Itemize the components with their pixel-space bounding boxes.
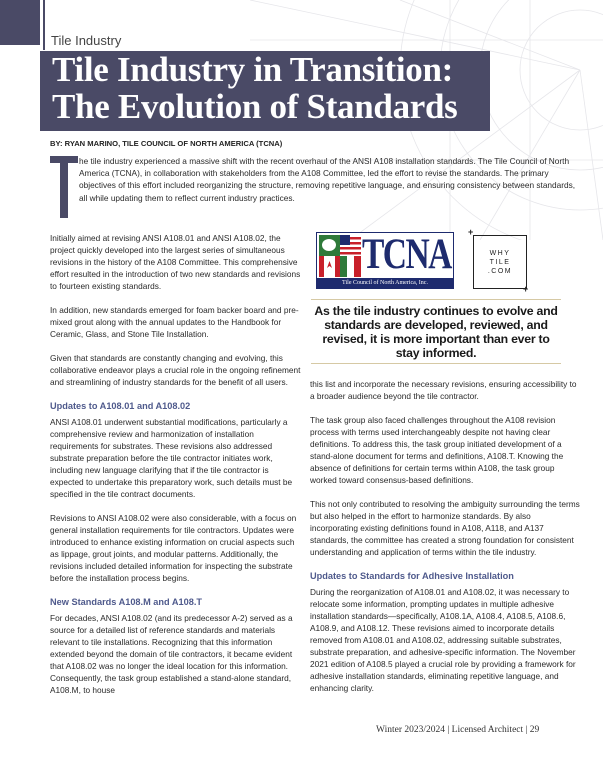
paragraph: During the reorganization of A108.01 and A108.02, it was necessary to relocate some information, prompting updates in multiple adhesive installation standards—specifically, A108.1A, A108.4, A108.5, A108.6, A108.9, and A108.12. These revisions aimed to incorporate details removed from A108.01 and A108.02, addressing suitable substrates, substrate preparation, and adhesive-specific information. The November 2021 edition of A108.5 played a crucial role by providing a framework for adhesive installation standards, eliminating repetitive language, and enhancing clarity. [310,587,576,693]
paragraph: For decades, ANSI A108.02 (and its predecessor A-2) served as a source for a detailed list of reference standards and materials relevant to tile installations. Recognizing that this information extended beyond the domain of tile contractors, it became evident that A108.02 was no longer the ideal location for this information. Consequently, the task group established a stand-alone standard, A108.M, to house [50,613,293,695]
right-column [310,378,580,706]
page-title [52,51,492,125]
plus-icon: + [468,227,474,237]
logos [316,227,546,294]
whytile-logo [473,235,527,289]
paragraph: In addition, new standards emerged for foam backer board and pre-mixed grout along with the annual updates to the Handbook for Ceramic, Glass, and Stone Tile Installation. [50,305,299,339]
paragraph: ANSI A108.01 underwent substantial modifications, particularly a comprehensive review and harmonization of installation requirements for substrates. These revisions also addressed substrate preparation before the tile contractor initiates work, including new language clarifying that if the tile contractor is expected to undertake this preparatory work, such details must be specified in the tile contract documents. [50,417,293,499]
plus-icon: + [523,284,529,294]
paragraph: Revisions to ANSI A108.02 were also considerable, with a focus on general installation requirements for tile contractors. Updates were introduced to enhance existing information on crucial aspects such as lippage, grout joints, and modular patterns. Additionally, the revisions included detailed information for inspecting the substrate before the installation process begins. [50,513,297,583]
subheading: Updates to A108.01 and A108.02 [50,401,191,411]
subheading: New Standards A108.M and A108.T [50,597,202,607]
whytile-line: WHY [489,250,511,257]
left-column [50,232,302,708]
drop-cap-t [50,156,78,218]
section-label: Tile Industry [51,33,122,48]
title-line-1: Tile Industry in Transition: [52,50,454,89]
paragraph: This not only contributed to resolving the ambiguity surrounding the terms but also helped in the effort to harmonize standards. By also incorporating existing definitions found in A108, A118, and A137 standards, the committee has created a strong foundation for consistent understanding and application of terms within the tile industry. [310,499,580,557]
byline: BY: RYAN MARINO, TILE COUNCIL OF NORTH AMERICA (TCNA) [50,139,283,148]
tcna-wordmark: TCNA [362,231,451,278]
tcna-logo [316,232,454,289]
section-rule [43,0,45,50]
title-line-2: The Evolution of Standards [52,87,458,126]
whytile-line: TILE [489,259,511,266]
subheading: Updates to Standards for Adhesive Installation [310,571,514,581]
right-side [310,299,580,736]
intro-paragraph: he tile industry experienced a massive shift with the recent overhaul of the ANSI A108 installation standards. The Tile Council of North America (TCNA), in collaboration with stakeholders from the A108 Committee, led the effort to revise the standards. The primary objectives of this effort included reorganizing the structure, removing repetitive language, and ensuring consistency between standards, all while updating them to reflect current industry practices. [79,156,576,203]
paragraph: this list and incorporate the necessary revisions, ensuring accessibility to a broader audience beyond the tile contractor. [310,379,577,401]
tcna-subtitle: Tile Council of North America, Inc. [317,278,453,288]
flags-icon [319,235,361,277]
whytile-line: .COM [487,268,513,275]
paragraph: Initially aimed at revising ANSI A108.01 and ANSI A108.02, the project quickly developed into the largest series of simultaneous revisions in the history of the A108 Committee. This comprehensive effort resulted in the introduction of two new standards and revisions to fourteen existing standards. [50,233,301,291]
corner-block [0,0,40,45]
paragraph: The task group also faced challenges throughout the A108 revision process with terms used interchangeably despite not having clear definitions. To address this, the task group initiated development of a stand-alone document for terms and definitions, A108.T. Knowing the absence of definitions for certain terms within A108, the task group worked toward consensus-based definitions. [310,415,564,485]
page-footer: Winter 2023/2024 | Licensed Architect | 29 [376,725,540,735]
pull-quote: As the tile industry continues to evolve and standards are developed, reviewed, and revised, it is more important than ever to stay informed. [311,299,561,364]
paragraph: Given that standards are constantly changing and evolving, this collaborative endeavor plays a crucial role in the ongoing refinement and streamlining of industry standards for the benefit of all users. [50,353,301,387]
